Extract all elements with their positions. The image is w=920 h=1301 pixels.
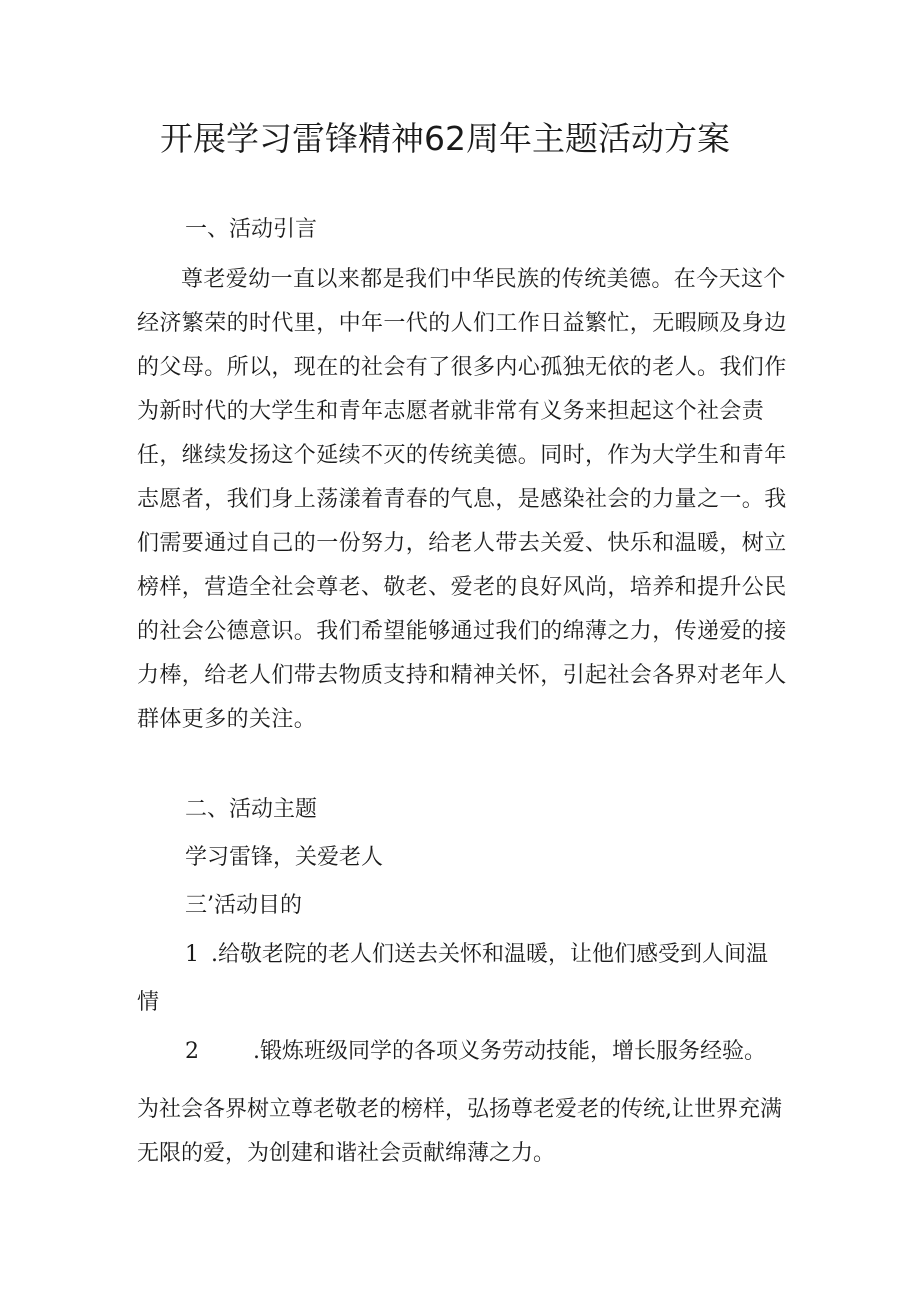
objective-item-1-number: 1 bbox=[185, 942, 199, 967]
objective-item-2 bbox=[185, 1030, 805, 1074]
objective-item-1-text: .给敬老院的老人们送去关怀和温暖，让他们感受到人间温 bbox=[211, 942, 768, 967]
objective-item-2-text: .锻炼班级同学的各项义务劳动技能，增长服务经验。 bbox=[253, 1039, 766, 1064]
section-1-heading: 一、活动引言 bbox=[185, 217, 318, 242]
objective-item-1 bbox=[185, 933, 805, 977]
section-3-heading: 三’活动目的 bbox=[185, 893, 302, 918]
section-2-heading: 二、活动主题 bbox=[185, 797, 318, 822]
objective-item-2-number: 2 bbox=[185, 1039, 199, 1064]
objective-item-1-continuation: 情 bbox=[137, 990, 160, 1015]
closing-paragraph: 为社会各界树立尊老敬老的榜样，弘扬尊老爱老的传统,让世界充满无限的爱，为创建和谐社会贡献绵薄之力。 bbox=[137, 1097, 782, 1166]
section-2-body: 学习雷锋，关爱老人 bbox=[185, 845, 384, 870]
document-title: 开展学习雷锋精神62周年主题活动方案 bbox=[160, 119, 730, 158]
section-1-body: 尊老爱幼一直以来都是我们中华民族的传统美德。在今天这个经济繁荣的时代里，中年一代的人们工作日益繁忙，无暇顾及身边的父母。所以，现在的社会有了很多内心孤独无依的老人。我们作为新时代的大学生和青年志愿者就非常有义务来担起这个社会责任，继续发扬这个延续不灭的传统美德。同时，作为大学生和青年志愿者，我们身上荡漾着青春的气息，是感染社会的力量之一。我们需要通过自己的一份努力，给老人带去关爱、快乐和温暖，树立榜样，营造全社会尊老、敬老、爱老的良好风尚，培养和提升公民的社会公德意识。我们希望能够通过我们的绵薄之力，传递爱的接力棒，给老人们带去物质支持和精神关怀，引起社会各界对老年人群体更多的关注。 bbox=[137, 267, 787, 732]
